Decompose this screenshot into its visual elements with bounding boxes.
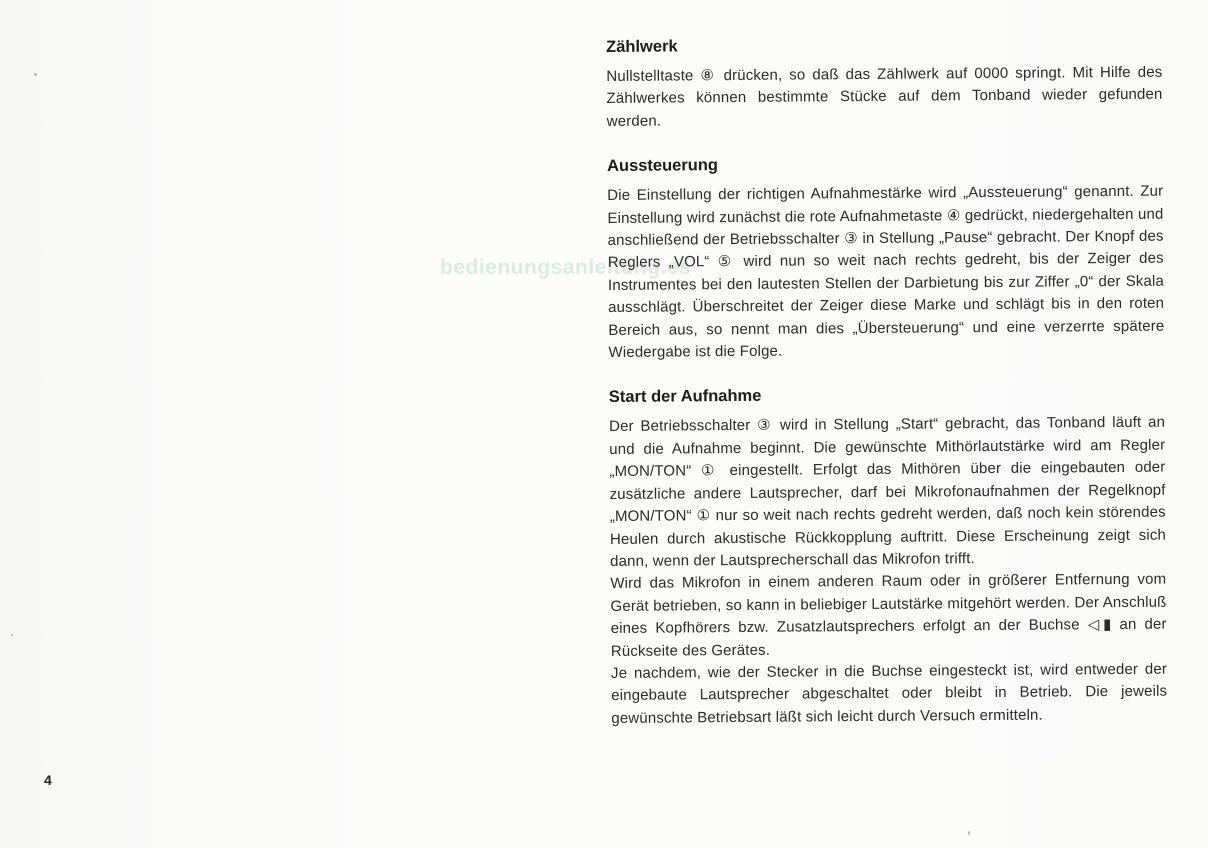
paper-speck — [968, 831, 970, 835]
section-paragraph: Je nachdem, wie der Stecker in die Buchse eingesteckt ist, wird entweder der eingebaute Lautsprecher abgeschaltet oder bleibt in Betrieb. Die jeweils gewünschte Betriebsart läßt sich leicht durch Versuch ermitteln. — [610, 660, 1168, 727]
section-paragraph: Die Einstellung der richtigen Aufnahmestärke wird „Aussteuerung“ genannt. Zur Einstellung wird zunächst die rote Aufnahmetaste ④ gedrückt, niedergehalten und anschließend der Betriebsschalter ③ in Stellung „Pause“ gebracht. Der Knopf des Reglers „VOL“ ⑤ wird nun so weit nach rechts gedreht, bis der Zeiger des Instrumentes bei den lautesten Stellen der Darbietung bis zur Ziffer „0“ der Skala ausschlägt. Überschreitet der Zeiger diese Marke und schlägt bis in den roten Bereich aus, so nennt man dies „Übersteuerung“ und eine verzerrte spätere Wiedergabe ist die Folge. — [607, 182, 1165, 362]
page-number: 4 — [44, 772, 52, 788]
section-zaehlwerk — [606, 30, 1163, 134]
paper-speck — [11, 634, 13, 636]
section-paragraph: Nullstelltaste ⑧ drücken, so daß das Zählwerk auf 0000 springt. Mit Hilfe des Zählwerkes können bestimmte Stücke auf dem Tonband wieder gefunden werden. — [606, 63, 1163, 130]
section-paragraph: Der Betriebsschalter ③ wird in Stellung „Start“ gebracht, das Tonband läuft an und die Aufnahme beginnt. Die gewünschte Mithörlautstärke wird am Regler „MON/TON“ ① eingestellt. Erfolgt das Mithören über die eingebauten oder zusätzliche andere Lautsprecher, darf bei Mikrofonaufnahmen der Regelknopf „MON/TON“ ① nur so weit nach rechts gedreht werden, daß noch kein störendes Heulen durch akustische Rückkopplung auftritt. Diese Erscheinung zeigt sich dann, wenn der Lautsprecherschall das Mikrofon trifft. — [609, 414, 1167, 570]
section-heading: Zählwerk — [606, 37, 678, 56]
section-start-der-aufnahme — [609, 380, 1168, 730]
section-paragraph: Wird das Mikrofon in einem anderen Raum oder in größerer Entfernung vom Gerät betrieben, so kann in beliebiger Lautstärke mitgehört werden. Der Anschluß eines Kopfhörers bzw. Zusatzlautsprechers erfolgt an der Buchse ◁▮ an der Rückseite des Gerätes. — [610, 570, 1167, 660]
paper-speck — [34, 73, 37, 76]
text-column — [606, 30, 1168, 751]
section-aussteuerung — [607, 149, 1165, 365]
section-heading: Start der Aufnahme — [608, 387, 762, 407]
section-heading: Aussteuerung — [606, 156, 719, 176]
watermark-text: bedienungsanleitung.es — [440, 256, 692, 279]
